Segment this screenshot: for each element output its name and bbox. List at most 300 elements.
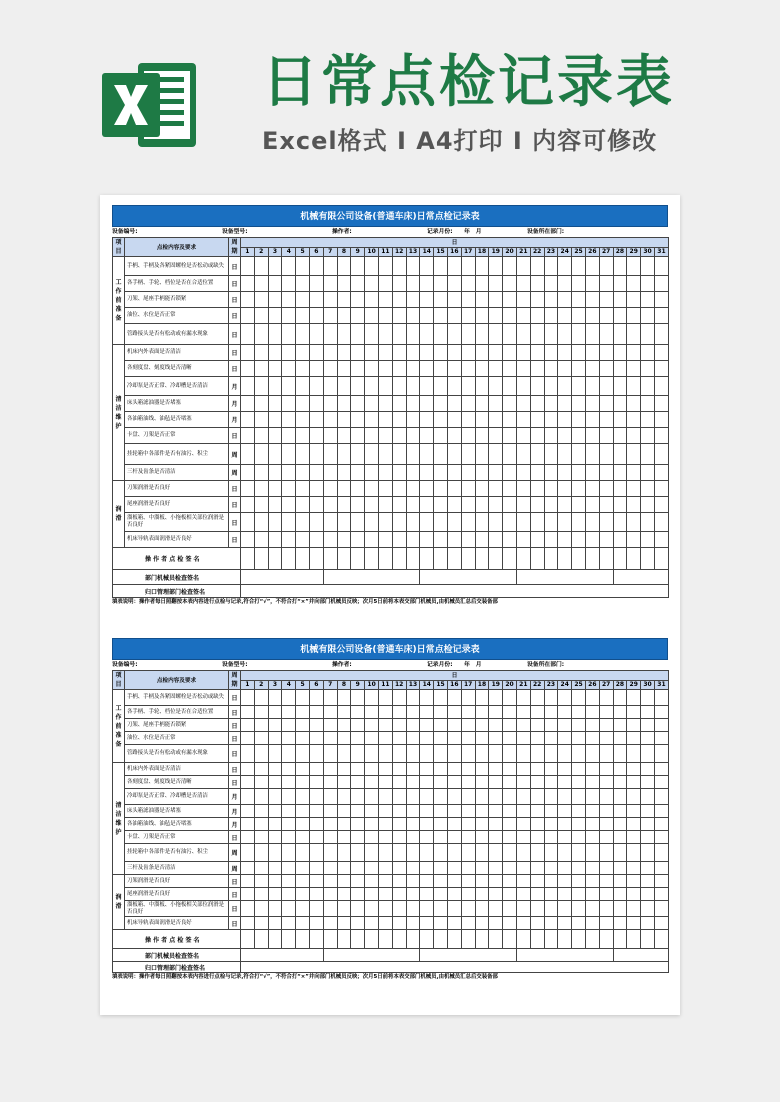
check-cell[interactable]	[654, 257, 668, 276]
check-cell[interactable]	[654, 719, 668, 732]
check-cell[interactable]	[641, 776, 655, 789]
check-cell[interactable]	[599, 428, 613, 444]
check-cell[interactable]	[461, 745, 475, 763]
check-cell[interactable]	[296, 776, 310, 789]
check-cell[interactable]	[641, 292, 655, 308]
check-cell[interactable]	[378, 917, 392, 930]
check-cell[interactable]	[558, 888, 572, 901]
check-cell[interactable]	[268, 276, 282, 292]
check-cell[interactable]	[489, 361, 503, 377]
check-cell[interactable]	[572, 345, 586, 361]
check-cell[interactable]	[544, 805, 558, 818]
check-cell[interactable]	[241, 888, 255, 901]
check-cell[interactable]	[599, 844, 613, 862]
check-cell[interactable]	[254, 465, 268, 481]
check-cell[interactable]	[585, 481, 599, 497]
check-cell[interactable]	[241, 257, 255, 276]
check-cell[interactable]	[337, 361, 351, 377]
check-cell[interactable]	[268, 719, 282, 732]
check-cell[interactable]	[641, 875, 655, 888]
check-cell[interactable]	[572, 862, 586, 875]
check-cell[interactable]	[613, 789, 627, 805]
check-cell[interactable]	[337, 513, 351, 532]
check-cell[interactable]	[544, 818, 558, 831]
check-cell[interactable]	[627, 706, 641, 719]
check-cell[interactable]	[406, 776, 420, 789]
check-cell[interactable]	[544, 513, 558, 532]
check-cell[interactable]	[254, 776, 268, 789]
check-cell[interactable]	[516, 292, 530, 308]
check-cell[interactable]	[627, 396, 641, 412]
check-cell[interactable]	[530, 345, 544, 361]
check-cell[interactable]	[351, 292, 365, 308]
check-cell[interactable]	[489, 257, 503, 276]
check-cell[interactable]	[392, 763, 406, 776]
check-cell[interactable]	[503, 465, 517, 481]
check-cell[interactable]	[406, 257, 420, 276]
check-cell[interactable]	[558, 875, 572, 888]
check-cell[interactable]	[296, 324, 310, 345]
check-cell[interactable]	[475, 818, 489, 831]
check-cell[interactable]	[296, 805, 310, 818]
check-cell[interactable]	[254, 763, 268, 776]
check-cell[interactable]	[627, 875, 641, 888]
signature-cell[interactable]	[378, 548, 392, 570]
check-cell[interactable]	[309, 690, 323, 706]
check-cell[interactable]	[254, 428, 268, 444]
check-cell[interactable]	[613, 292, 627, 308]
check-cell[interactable]	[503, 444, 517, 465]
check-cell[interactable]	[530, 396, 544, 412]
check-cell[interactable]	[447, 888, 461, 901]
check-cell[interactable]	[613, 690, 627, 706]
check-cell[interactable]	[406, 428, 420, 444]
check-cell[interactable]	[296, 532, 310, 548]
check-cell[interactable]	[309, 862, 323, 875]
check-cell[interactable]	[241, 917, 255, 930]
check-cell[interactable]	[406, 789, 420, 805]
check-cell[interactable]	[309, 377, 323, 396]
check-cell[interactable]	[365, 818, 379, 831]
check-cell[interactable]	[337, 719, 351, 732]
check-cell[interactable]	[351, 719, 365, 732]
check-cell[interactable]	[599, 465, 613, 481]
check-cell[interactable]	[516, 276, 530, 292]
signature-cell[interactable]	[323, 949, 420, 962]
check-cell[interactable]	[613, 888, 627, 901]
check-cell[interactable]	[613, 497, 627, 513]
check-cell[interactable]	[406, 732, 420, 745]
check-cell[interactable]	[268, 862, 282, 875]
check-cell[interactable]	[241, 875, 255, 888]
check-cell[interactable]	[434, 444, 448, 465]
check-cell[interactable]	[447, 308, 461, 324]
check-cell[interactable]	[434, 732, 448, 745]
check-cell[interactable]	[461, 844, 475, 862]
check-cell[interactable]	[503, 292, 517, 308]
check-cell[interactable]	[420, 377, 434, 396]
check-cell[interactable]	[268, 377, 282, 396]
check-cell[interactable]	[351, 888, 365, 901]
check-cell[interactable]	[268, 763, 282, 776]
check-cell[interactable]	[241, 763, 255, 776]
check-cell[interactable]	[613, 257, 627, 276]
check-cell[interactable]	[544, 276, 558, 292]
check-cell[interactable]	[420, 345, 434, 361]
check-cell[interactable]	[434, 412, 448, 428]
check-cell[interactable]	[599, 901, 613, 917]
check-cell[interactable]	[613, 396, 627, 412]
check-cell[interactable]	[627, 745, 641, 763]
check-cell[interactable]	[654, 377, 668, 396]
check-cell[interactable]	[309, 276, 323, 292]
check-cell[interactable]	[268, 308, 282, 324]
check-cell[interactable]	[337, 396, 351, 412]
check-cell[interactable]	[434, 324, 448, 345]
check-cell[interactable]	[420, 875, 434, 888]
signature-cell[interactable]	[516, 949, 613, 962]
check-cell[interactable]	[351, 745, 365, 763]
check-cell[interactable]	[268, 875, 282, 888]
check-cell[interactable]	[572, 428, 586, 444]
check-cell[interactable]	[406, 719, 420, 732]
check-cell[interactable]	[641, 257, 655, 276]
check-cell[interactable]	[516, 308, 530, 324]
check-cell[interactable]	[323, 706, 337, 719]
check-cell[interactable]	[378, 428, 392, 444]
check-cell[interactable]	[475, 875, 489, 888]
signature-cell[interactable]	[572, 930, 586, 949]
check-cell[interactable]	[503, 818, 517, 831]
check-cell[interactable]	[489, 412, 503, 428]
check-cell[interactable]	[254, 377, 268, 396]
signature-cell[interactable]	[268, 930, 282, 949]
signature-cell[interactable]	[282, 930, 296, 949]
check-cell[interactable]	[351, 706, 365, 719]
check-cell[interactable]	[254, 745, 268, 763]
check-cell[interactable]	[475, 831, 489, 844]
check-cell[interactable]	[558, 324, 572, 345]
check-cell[interactable]	[309, 719, 323, 732]
check-cell[interactable]	[434, 396, 448, 412]
check-cell[interactable]	[392, 690, 406, 706]
check-cell[interactable]	[572, 901, 586, 917]
check-cell[interactable]	[296, 844, 310, 862]
check-cell[interactable]	[447, 844, 461, 862]
check-cell[interactable]	[530, 308, 544, 324]
check-cell[interactable]	[241, 831, 255, 844]
check-cell[interactable]	[406, 513, 420, 532]
check-cell[interactable]	[627, 901, 641, 917]
check-cell[interactable]	[544, 361, 558, 377]
check-cell[interactable]	[309, 361, 323, 377]
check-cell[interactable]	[516, 875, 530, 888]
check-cell[interactable]	[503, 276, 517, 292]
check-cell[interactable]	[378, 532, 392, 548]
check-cell[interactable]	[627, 805, 641, 818]
check-cell[interactable]	[461, 805, 475, 818]
check-cell[interactable]	[365, 276, 379, 292]
check-cell[interactable]	[323, 308, 337, 324]
check-cell[interactable]	[254, 396, 268, 412]
check-cell[interactable]	[254, 818, 268, 831]
check-cell[interactable]	[378, 901, 392, 917]
check-cell[interactable]	[516, 763, 530, 776]
check-cell[interactable]	[585, 532, 599, 548]
check-cell[interactable]	[627, 532, 641, 548]
check-cell[interactable]	[351, 776, 365, 789]
check-cell[interactable]	[461, 377, 475, 396]
signature-cell[interactable]	[241, 949, 324, 962]
check-cell[interactable]	[447, 396, 461, 412]
check-cell[interactable]	[613, 745, 627, 763]
signature-cell[interactable]	[613, 930, 627, 949]
check-cell[interactable]	[530, 428, 544, 444]
check-cell[interactable]	[434, 428, 448, 444]
check-cell[interactable]	[296, 361, 310, 377]
check-cell[interactable]	[337, 532, 351, 548]
check-cell[interactable]	[516, 789, 530, 805]
check-cell[interactable]	[337, 875, 351, 888]
check-cell[interactable]	[351, 513, 365, 532]
check-cell[interactable]	[434, 805, 448, 818]
check-cell[interactable]	[503, 745, 517, 763]
check-cell[interactable]	[351, 444, 365, 465]
check-cell[interactable]	[268, 412, 282, 428]
check-cell[interactable]	[613, 377, 627, 396]
check-cell[interactable]	[558, 345, 572, 361]
check-cell[interactable]	[530, 412, 544, 428]
check-cell[interactable]	[627, 412, 641, 428]
check-cell[interactable]	[420, 361, 434, 377]
check-cell[interactable]	[461, 465, 475, 481]
check-cell[interactable]	[282, 428, 296, 444]
check-cell[interactable]	[282, 776, 296, 789]
check-cell[interactable]	[434, 706, 448, 719]
check-cell[interactable]	[627, 719, 641, 732]
check-cell[interactable]	[489, 844, 503, 862]
check-cell[interactable]	[309, 345, 323, 361]
check-cell[interactable]	[323, 532, 337, 548]
check-cell[interactable]	[420, 276, 434, 292]
check-cell[interactable]	[365, 844, 379, 862]
check-cell[interactable]	[351, 690, 365, 706]
check-cell[interactable]	[420, 862, 434, 875]
check-cell[interactable]	[282, 377, 296, 396]
check-cell[interactable]	[268, 888, 282, 901]
check-cell[interactable]	[489, 513, 503, 532]
check-cell[interactable]	[558, 732, 572, 745]
check-cell[interactable]	[503, 917, 517, 930]
check-cell[interactable]	[365, 776, 379, 789]
check-cell[interactable]	[309, 917, 323, 930]
check-cell[interactable]	[254, 257, 268, 276]
check-cell[interactable]	[268, 706, 282, 719]
check-cell[interactable]	[503, 719, 517, 732]
check-cell[interactable]	[654, 706, 668, 719]
check-cell[interactable]	[406, 532, 420, 548]
check-cell[interactable]	[378, 513, 392, 532]
check-cell[interactable]	[641, 862, 655, 875]
check-cell[interactable]	[544, 875, 558, 888]
check-cell[interactable]	[406, 901, 420, 917]
check-cell[interactable]	[378, 361, 392, 377]
signature-cell[interactable]	[351, 930, 365, 949]
check-cell[interactable]	[282, 706, 296, 719]
check-cell[interactable]	[254, 789, 268, 805]
check-cell[interactable]	[254, 831, 268, 844]
signature-cell[interactable]	[627, 548, 641, 570]
check-cell[interactable]	[447, 690, 461, 706]
check-cell[interactable]	[599, 292, 613, 308]
check-cell[interactable]	[613, 844, 627, 862]
check-cell[interactable]	[378, 292, 392, 308]
check-cell[interactable]	[641, 917, 655, 930]
signature-cell[interactable]	[530, 930, 544, 949]
check-cell[interactable]	[434, 745, 448, 763]
check-cell[interactable]	[282, 844, 296, 862]
check-cell[interactable]	[627, 513, 641, 532]
check-cell[interactable]	[254, 324, 268, 345]
check-cell[interactable]	[365, 412, 379, 428]
check-cell[interactable]	[654, 465, 668, 481]
check-cell[interactable]	[627, 818, 641, 831]
check-cell[interactable]	[241, 776, 255, 789]
check-cell[interactable]	[585, 776, 599, 789]
check-cell[interactable]	[296, 292, 310, 308]
check-cell[interactable]	[406, 377, 420, 396]
check-cell[interactable]	[282, 345, 296, 361]
check-cell[interactable]	[406, 481, 420, 497]
check-cell[interactable]	[599, 532, 613, 548]
check-cell[interactable]	[654, 308, 668, 324]
check-cell[interactable]	[337, 901, 351, 917]
check-cell[interactable]	[558, 789, 572, 805]
check-cell[interactable]	[323, 831, 337, 844]
check-cell[interactable]	[392, 862, 406, 875]
check-cell[interactable]	[489, 805, 503, 818]
check-cell[interactable]	[489, 818, 503, 831]
check-cell[interactable]	[461, 831, 475, 844]
check-cell[interactable]	[585, 875, 599, 888]
check-cell[interactable]	[282, 532, 296, 548]
check-cell[interactable]	[351, 789, 365, 805]
check-cell[interactable]	[503, 888, 517, 901]
check-cell[interactable]	[599, 917, 613, 930]
check-cell[interactable]	[544, 428, 558, 444]
check-cell[interactable]	[530, 901, 544, 917]
check-cell[interactable]	[544, 412, 558, 428]
check-cell[interactable]	[392, 428, 406, 444]
check-cell[interactable]	[420, 917, 434, 930]
check-cell[interactable]	[447, 901, 461, 917]
check-cell[interactable]	[365, 831, 379, 844]
check-cell[interactable]	[544, 532, 558, 548]
check-cell[interactable]	[461, 719, 475, 732]
check-cell[interactable]	[282, 719, 296, 732]
check-cell[interactable]	[585, 292, 599, 308]
check-cell[interactable]	[544, 706, 558, 719]
check-cell[interactable]	[351, 308, 365, 324]
check-cell[interactable]	[447, 776, 461, 789]
check-cell[interactable]	[558, 308, 572, 324]
signature-cell[interactable]	[406, 930, 420, 949]
check-cell[interactable]	[599, 481, 613, 497]
check-cell[interactable]	[447, 377, 461, 396]
check-cell[interactable]	[503, 805, 517, 818]
check-cell[interactable]	[544, 719, 558, 732]
check-cell[interactable]	[282, 875, 296, 888]
check-cell[interactable]	[420, 513, 434, 532]
check-cell[interactable]	[296, 888, 310, 901]
check-cell[interactable]	[585, 732, 599, 745]
check-cell[interactable]	[406, 465, 420, 481]
signature-cell[interactable]	[365, 548, 379, 570]
check-cell[interactable]	[544, 497, 558, 513]
check-cell[interactable]	[365, 690, 379, 706]
check-cell[interactable]	[378, 690, 392, 706]
check-cell[interactable]	[337, 831, 351, 844]
check-cell[interactable]	[365, 917, 379, 930]
check-cell[interactable]	[241, 862, 255, 875]
check-cell[interactable]	[241, 789, 255, 805]
check-cell[interactable]	[613, 465, 627, 481]
check-cell[interactable]	[337, 844, 351, 862]
check-cell[interactable]	[309, 292, 323, 308]
check-cell[interactable]	[434, 308, 448, 324]
check-cell[interactable]	[309, 444, 323, 465]
check-cell[interactable]	[475, 497, 489, 513]
signature-cell[interactable]	[613, 949, 669, 962]
check-cell[interactable]	[503, 308, 517, 324]
check-cell[interactable]	[434, 345, 448, 361]
check-cell[interactable]	[365, 532, 379, 548]
check-cell[interactable]	[461, 532, 475, 548]
signature-cell[interactable]	[282, 548, 296, 570]
check-cell[interactable]	[558, 818, 572, 831]
check-cell[interactable]	[613, 862, 627, 875]
check-cell[interactable]	[241, 745, 255, 763]
check-cell[interactable]	[434, 776, 448, 789]
check-cell[interactable]	[282, 745, 296, 763]
check-cell[interactable]	[585, 345, 599, 361]
check-cell[interactable]	[599, 513, 613, 532]
check-cell[interactable]	[613, 361, 627, 377]
check-cell[interactable]	[530, 513, 544, 532]
check-cell[interactable]	[599, 862, 613, 875]
check-cell[interactable]	[323, 324, 337, 345]
check-cell[interactable]	[530, 497, 544, 513]
check-cell[interactable]	[323, 917, 337, 930]
check-cell[interactable]	[654, 345, 668, 361]
check-cell[interactable]	[447, 257, 461, 276]
check-cell[interactable]	[241, 690, 255, 706]
check-cell[interactable]	[296, 706, 310, 719]
check-cell[interactable]	[282, 831, 296, 844]
check-cell[interactable]	[378, 745, 392, 763]
check-cell[interactable]	[434, 818, 448, 831]
check-cell[interactable]	[254, 513, 268, 532]
check-cell[interactable]	[599, 345, 613, 361]
signature-cell[interactable]	[613, 548, 627, 570]
check-cell[interactable]	[434, 844, 448, 862]
check-cell[interactable]	[351, 481, 365, 497]
check-cell[interactable]	[392, 497, 406, 513]
check-cell[interactable]	[296, 308, 310, 324]
check-cell[interactable]	[585, 444, 599, 465]
signature-cell[interactable]	[558, 930, 572, 949]
check-cell[interactable]	[461, 324, 475, 345]
